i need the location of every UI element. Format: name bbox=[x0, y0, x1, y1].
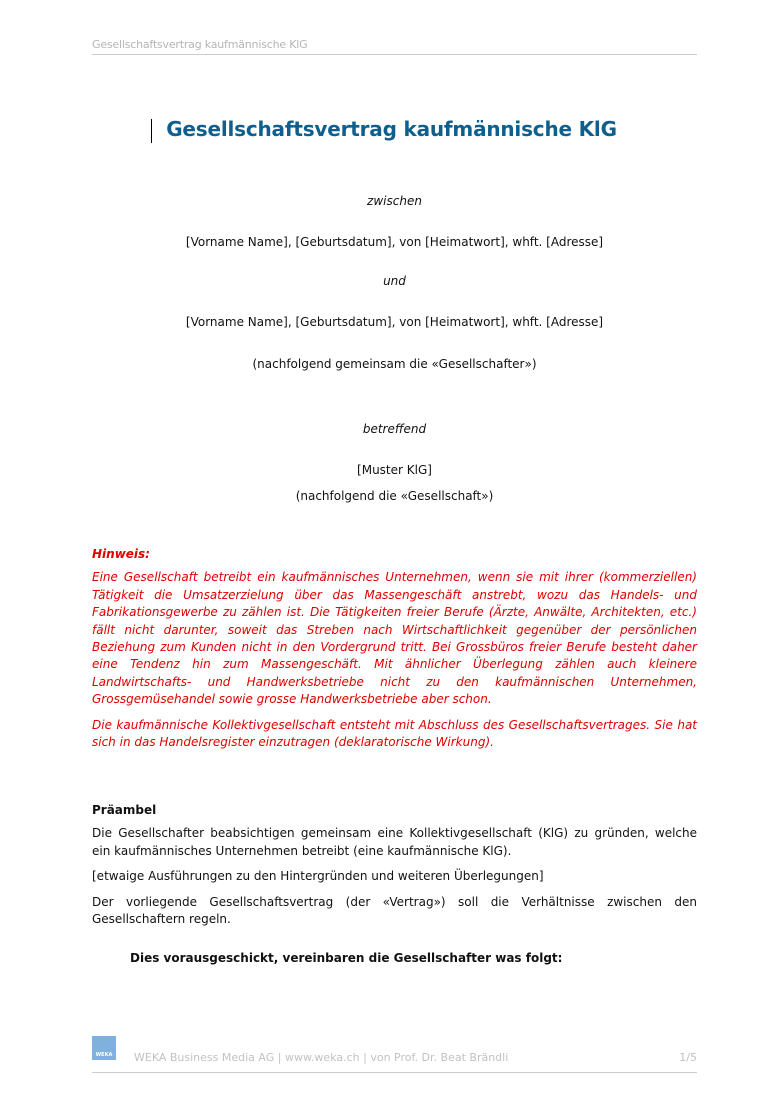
concerning-label: betreffend bbox=[362, 422, 427, 436]
and-label: und bbox=[383, 274, 406, 288]
preamble-heading: Präambel bbox=[92, 803, 157, 817]
company-name: [Muster KlG] bbox=[357, 463, 432, 477]
note-block bbox=[92, 546, 697, 751]
company-note: (nachfolgend die «Gesellschaft») bbox=[295, 489, 494, 503]
preamble-paragraph-1: Die Gesellschafter beabsichtigen gemeinsam eine Kollektivgesellschaft (KlG) zu gründen, welche ein kaufmännisches Unternehmen betreibt (eine kaufmännische KlG). bbox=[92, 826, 697, 858]
party-1: [Vorname Name], [Geburtsdatum], von [Heimatwort], whft. [Adresse] bbox=[185, 235, 604, 249]
preamble-block bbox=[92, 802, 697, 968]
note-heading: Hinweis: bbox=[92, 547, 150, 561]
parties-collective: (nachfolgend gemeinsam die «Gesellschafter») bbox=[252, 357, 537, 371]
party-2: [Vorname Name], [Geburtsdatum], von [Heimatwort], whft. [Adresse] bbox=[185, 315, 604, 329]
preamble-paragraph-3: Der vorliegende Gesellschaftsvertrag (der «Vertrag») soll die Verhältnisse zwischen den Gesellschaftern regeln. bbox=[92, 894, 697, 927]
preamble-paragraph-2: [etwaige Ausführungen zu den Hintergründen und weiteren Überlegungen] bbox=[92, 869, 544, 884]
note-paragraph-2: Die kaufmännische Kollektivgesellschaft entsteht mit Abschluss des Gesellschaftsvertrages. Sie hat sich in das Handelsregister einzutragen (deklaratorische Wirkung). bbox=[92, 717, 697, 750]
note-paragraph-1: Eine Gesellschaft betreibt ein kaufmännisches Unternehmen, wenn sie mit ihrer (kommerziellen) Tätigkeit die Umsatzerzielung über das Massengeschäft anstrebt, wozu das Handels- und Fabrikationsgewerbe zu zählen ist. Die Tätigkeiten freier Berufe (Ärzte, Anwälte, Architekten, etc.) fällt nicht darunter, soweit das Streben nach Wirtschaftlichkeit gegenüber der persönlichen Beziehung zum Kunden nicht in den Vordergrund tritt. Bei Grossbüros freier Berufe besteht daher eine Tendenz hin zum Massengeschäft. Mit ähnlicher Überlegung zählen auch kleinere Landwirtschafts- und Handwerksbetriebe nicht zu den kaufmännischen Unternehmen, Grossgemüsehandel sowie grosse Handwerksbetriebe aber schon. bbox=[92, 570, 697, 707]
weka-logo-icon: WEKA bbox=[92, 1036, 116, 1060]
page-number: 1/5 bbox=[679, 1051, 697, 1064]
between-label: zwischen bbox=[367, 194, 422, 208]
preamble-agreement: Dies vorausgeschickt, vereinbaren die Gesellschafter was folgt: bbox=[130, 951, 563, 966]
page-footer bbox=[92, 1036, 697, 1073]
footer-text: WEKA Business Media AG | www.weka.ch | von Prof. Dr. Beat Brändli bbox=[134, 1051, 509, 1064]
document-title[interactable]: Gesellschaftsvertrag kaufmännische KlG bbox=[166, 117, 617, 141]
running-header: Gesellschaftsvertrag kaufmännische KlG bbox=[92, 38, 697, 55]
